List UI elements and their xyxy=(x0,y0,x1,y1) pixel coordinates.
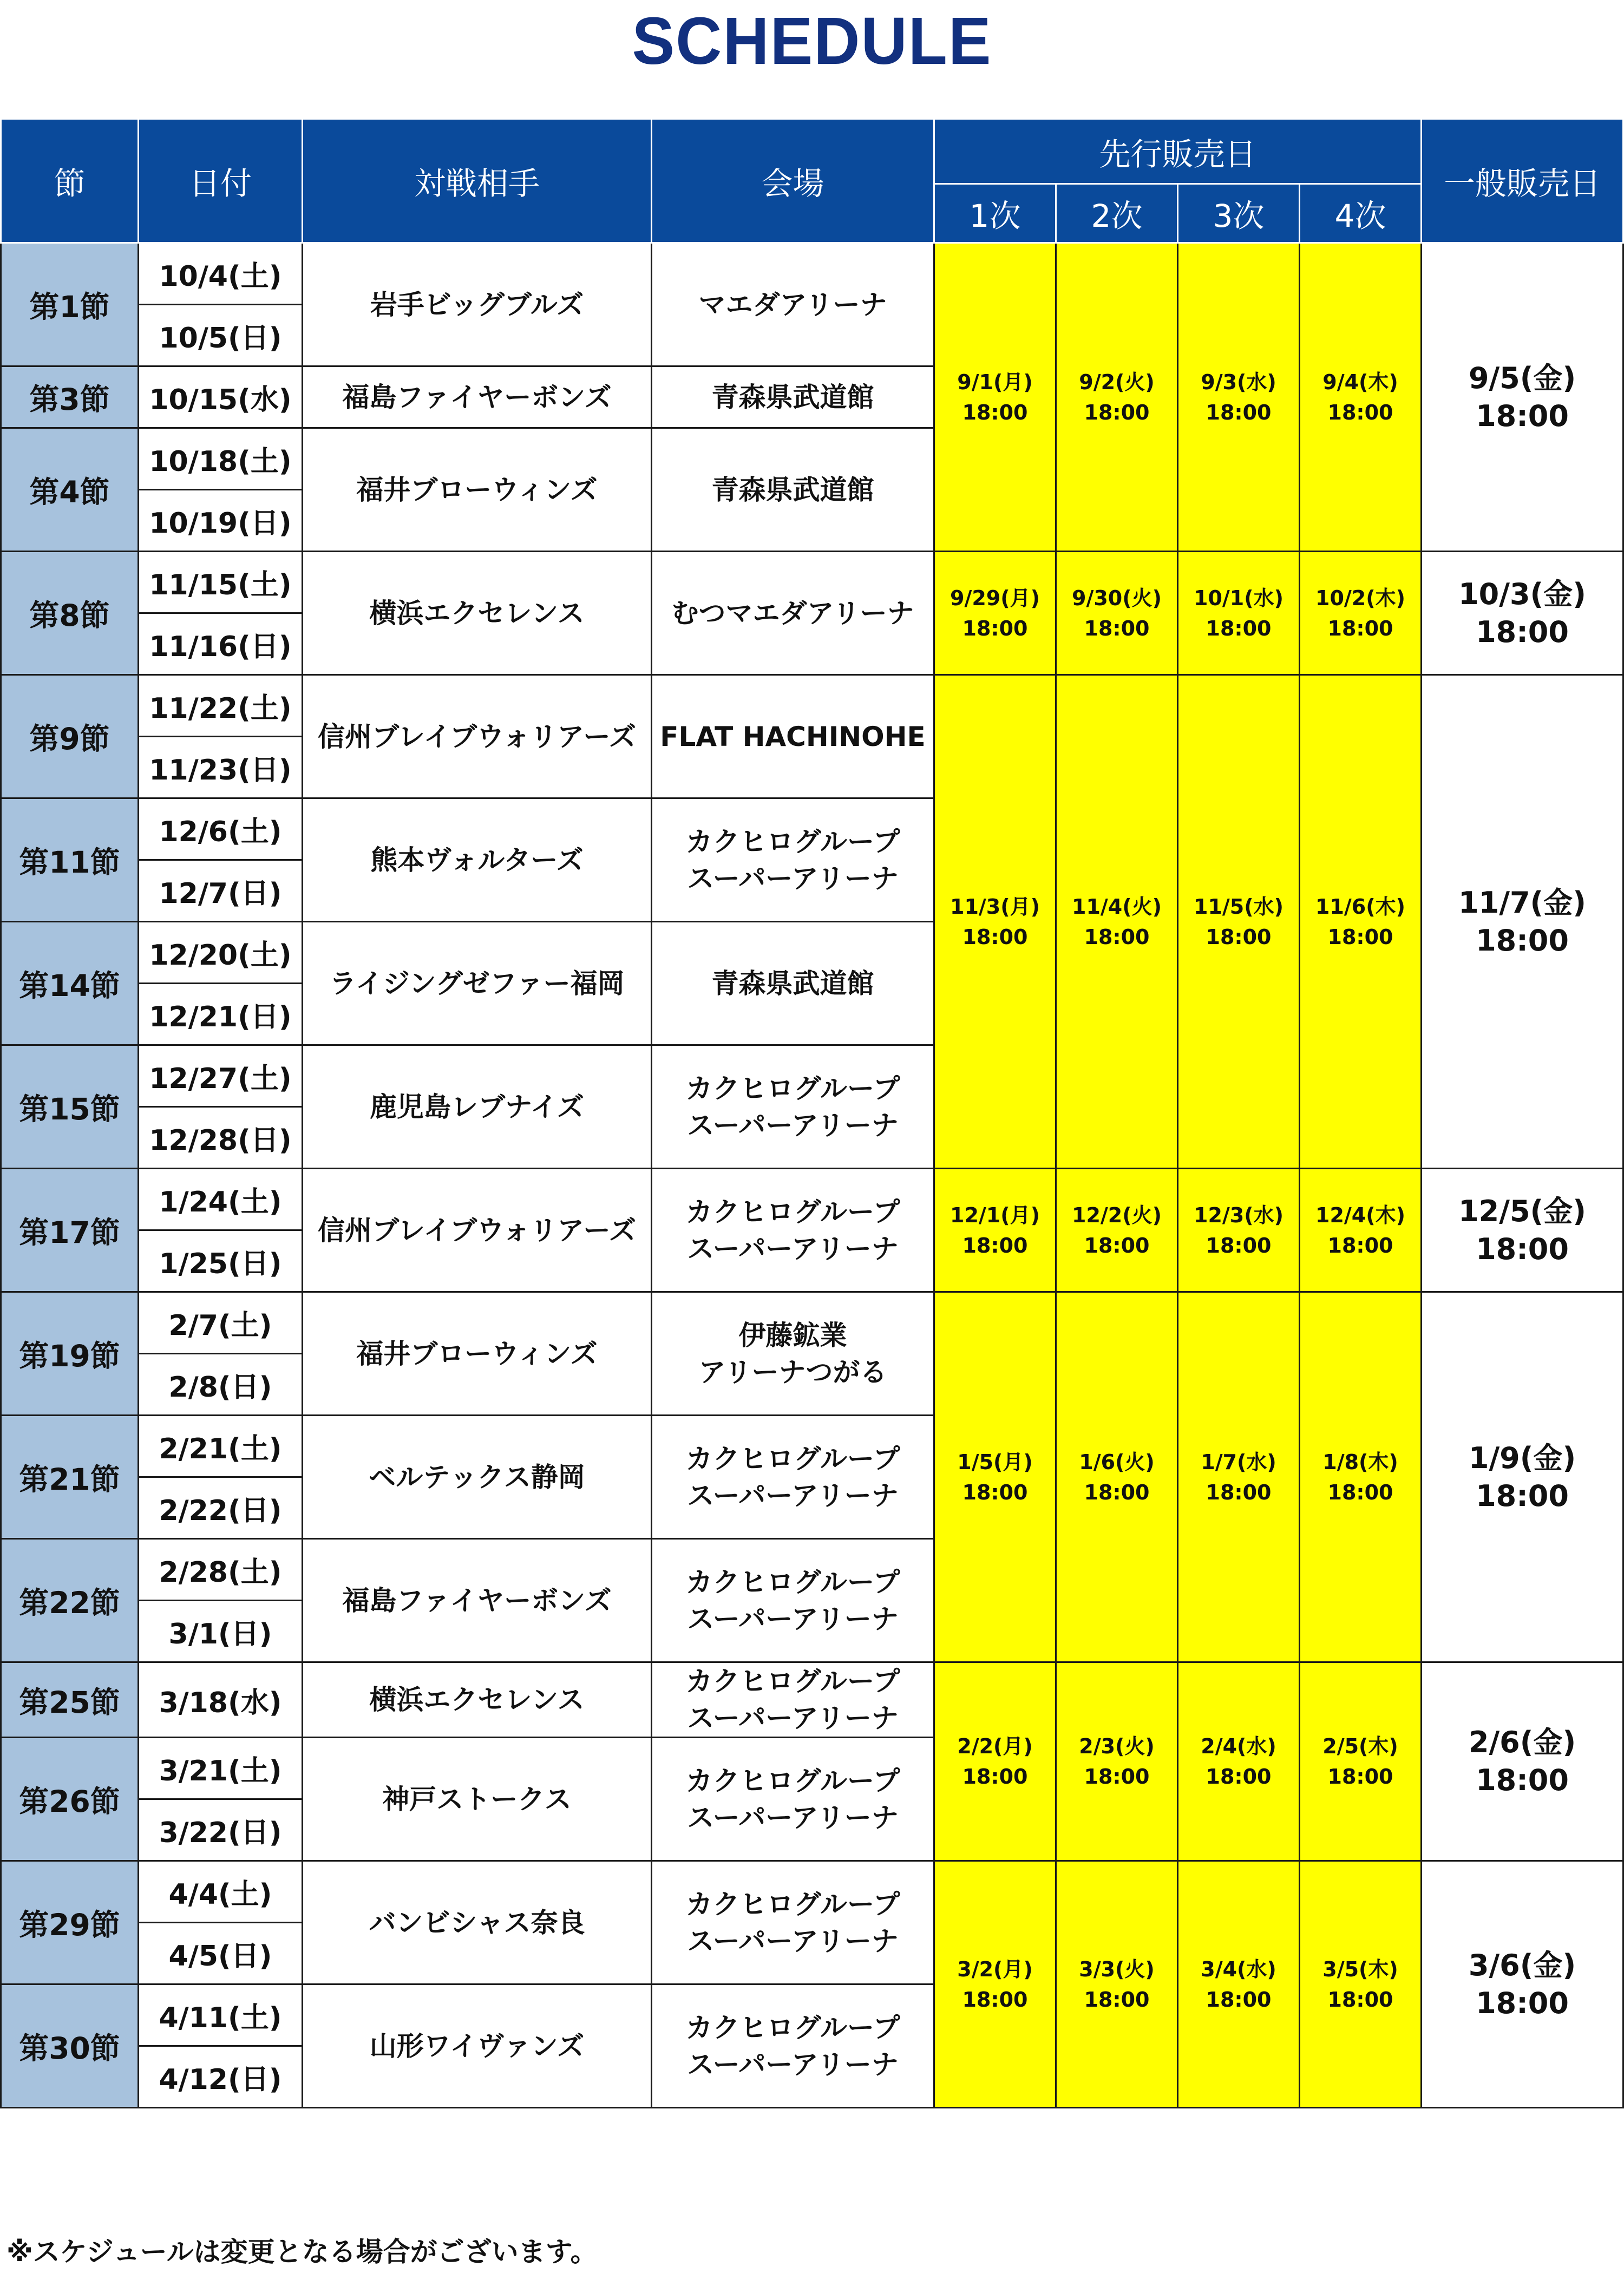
presale-date: 12/4(木) xyxy=(1315,1203,1405,1227)
date-cell: 11/15(土) xyxy=(139,552,303,613)
presale-time: 18:00 xyxy=(1206,1987,1272,2012)
presale-time: 18:00 xyxy=(962,1765,1028,1789)
venue-line: スーパーアリーナ xyxy=(687,1109,899,1141)
presale-date: 1/8(木) xyxy=(1322,1450,1398,1474)
presale-date: 9/3(水) xyxy=(1201,370,1276,394)
date-cell: 12/27(土) xyxy=(139,1045,303,1107)
presale-date: 1/6(火) xyxy=(1079,1450,1155,1474)
opponent-cell: 神戸ストークス xyxy=(303,1738,652,1861)
presale-time: 18:00 xyxy=(1084,400,1150,424)
presale-date-cell xyxy=(934,1662,1056,1861)
presale-date-cell xyxy=(1056,675,1178,1169)
table-body xyxy=(1,243,1623,2108)
section-cell: 第29節 xyxy=(1,1861,139,1984)
date-cell: 11/16(日) xyxy=(139,613,303,675)
presale-time: 18:00 xyxy=(1206,925,1272,949)
date-cell: 2/8(日) xyxy=(139,1354,303,1416)
presale-time: 18:00 xyxy=(1206,1765,1272,1789)
table-header xyxy=(1,119,1623,243)
presale-date-cell xyxy=(934,1292,1056,1662)
opponent-cell: 熊本ヴォルターズ xyxy=(303,798,652,922)
venue-line: 青森県武道館 xyxy=(711,381,874,413)
date-cell: 4/5(日) xyxy=(139,1923,303,1984)
opponent-cell: 鹿児島レブナイズ xyxy=(303,1045,652,1169)
presale-date-cell xyxy=(1178,675,1300,1169)
opponent-cell: 福島ファイヤーボンズ xyxy=(303,1539,652,1662)
section-cell: 第21節 xyxy=(1,1416,139,1539)
general-sale-time: 18:00 xyxy=(1476,1763,1569,1797)
presale-date-cell xyxy=(1056,1169,1178,1292)
opponent-cell: 山形ワイヴァンズ xyxy=(303,1984,652,2108)
presale-date-cell xyxy=(1300,243,1422,552)
presale-time: 18:00 xyxy=(962,400,1028,424)
general-sale-cell xyxy=(1422,552,1623,675)
presale-date-cell xyxy=(1178,1861,1300,2108)
date-cell: 12/6(土) xyxy=(139,798,303,860)
presale-time: 18:00 xyxy=(1327,925,1393,949)
presale-time: 18:00 xyxy=(1206,1233,1272,1257)
presale-date: 1/5(月) xyxy=(957,1450,1033,1474)
venue-line: アリーナつがる xyxy=(698,1356,887,1388)
general-sale-time: 18:00 xyxy=(1476,1232,1569,1266)
venue-line: カクヒログループ xyxy=(685,1566,900,1598)
general-sale-cell xyxy=(1422,1861,1623,2108)
venue-cell xyxy=(652,1861,934,1984)
presale-time: 18:00 xyxy=(962,925,1028,949)
venue-line: むつマエダアリーナ xyxy=(671,597,914,629)
date-cell: 11/23(日) xyxy=(139,737,303,798)
presale-time: 18:00 xyxy=(1084,616,1150,640)
venue-cell xyxy=(652,798,934,922)
venue-cell xyxy=(652,1416,934,1539)
presale-date-cell xyxy=(1178,1169,1300,1292)
presale-date-cell xyxy=(1300,1861,1422,2108)
presale-date-cell xyxy=(1300,675,1422,1169)
presale-date: 9/29(月) xyxy=(950,586,1040,610)
header-date: 日付 xyxy=(139,119,303,243)
presale-date: 3/3(火) xyxy=(1079,1957,1155,1981)
date-cell: 4/11(土) xyxy=(139,1984,303,2046)
date-cell: 10/5(日) xyxy=(139,305,303,366)
venue-line: スーパーアリーナ xyxy=(687,1925,899,1957)
venue-line: マエダアリーナ xyxy=(698,289,887,320)
venue-cell xyxy=(652,1169,934,1292)
presale-date-cell xyxy=(1056,552,1178,675)
venue-cell xyxy=(652,366,934,428)
section-cell: 第11節 xyxy=(1,798,139,922)
opponent-cell: 信州ブレイブウォリアーズ xyxy=(303,1169,652,1292)
venue-line: 青森県武道館 xyxy=(711,474,874,506)
presale-date-cell xyxy=(1300,1169,1422,1292)
presale-date-cell xyxy=(1056,1662,1178,1861)
header-presale-round-3: 3次 xyxy=(1178,184,1300,243)
date-cell: 2/7(土) xyxy=(139,1292,303,1354)
presale-date: 2/2(月) xyxy=(957,1734,1033,1758)
venue-line: カクヒログループ xyxy=(685,1765,900,1797)
header-presale-round-4: 4次 xyxy=(1300,184,1422,243)
venue-cell xyxy=(652,1738,934,1861)
date-cell: 10/19(日) xyxy=(139,490,303,552)
header-general-sale: 一般販売日 xyxy=(1422,119,1623,243)
opponent-cell: ライジングゼファー福岡 xyxy=(303,922,652,1045)
date-cell: 12/28(日) xyxy=(139,1107,303,1169)
opponent-cell: バンビシャス奈良 xyxy=(303,1861,652,1984)
presale-date-cell xyxy=(1300,552,1422,675)
presale-time: 18:00 xyxy=(1327,616,1393,640)
venue-cell xyxy=(652,1539,934,1662)
header-section: 節 xyxy=(1,119,139,243)
section-cell: 第19節 xyxy=(1,1292,139,1416)
presale-time: 18:00 xyxy=(1327,1233,1393,1257)
presale-time: 18:00 xyxy=(962,1987,1028,2012)
section-cell: 第9節 xyxy=(1,675,139,798)
presale-date-cell xyxy=(934,675,1056,1169)
venue-line: カクヒログループ xyxy=(685,2012,900,2043)
presale-date: 9/4(木) xyxy=(1322,370,1398,394)
general-sale-time: 18:00 xyxy=(1476,1986,1569,2020)
date-cell: 10/18(土) xyxy=(139,428,303,490)
header-opponent: 対戦相手 xyxy=(303,119,652,243)
section-cell: 第30節 xyxy=(1,1984,139,2108)
opponent-cell: 信州ブレイブウォリアーズ xyxy=(303,675,652,798)
date-cell: 12/7(日) xyxy=(139,860,303,922)
presale-time: 18:00 xyxy=(1327,1480,1393,1504)
presale-time: 18:00 xyxy=(1084,1987,1150,2012)
presale-date: 11/3(月) xyxy=(950,894,1040,919)
venue-cell xyxy=(652,552,934,675)
section-cell: 第15節 xyxy=(1,1045,139,1169)
general-sale-cell xyxy=(1422,1169,1623,1292)
venue-line: 青森県武道館 xyxy=(711,967,874,999)
presale-date-cell xyxy=(934,552,1056,675)
general-sale-date: 9/5(金) xyxy=(1468,361,1576,395)
presale-time: 18:00 xyxy=(1327,1765,1393,1789)
venue-line: カクヒログループ xyxy=(685,1443,900,1475)
venue-line: FLAT HACHINOHE xyxy=(660,720,926,752)
date-cell: 3/22(日) xyxy=(139,1799,303,1861)
presale-date-cell xyxy=(1178,1292,1300,1662)
venue-line: スーパーアリーナ xyxy=(687,1702,899,1734)
table-row xyxy=(1,552,1623,613)
general-sale-date: 2/6(金) xyxy=(1468,1725,1576,1759)
general-sale-time: 18:00 xyxy=(1476,614,1569,649)
presale-date-cell xyxy=(1056,1861,1178,2108)
venue-line: スーパーアリーナ xyxy=(687,2048,899,2080)
opponent-cell: 福井ブローウィンズ xyxy=(303,428,652,552)
venue-cell xyxy=(652,1292,934,1416)
general-sale-time: 18:00 xyxy=(1476,1478,1569,1513)
table-row xyxy=(1,1861,1623,1923)
date-cell: 10/15(水) xyxy=(139,366,303,428)
presale-date: 2/5(木) xyxy=(1322,1734,1398,1758)
presale-date-cell xyxy=(934,1861,1056,2108)
section-cell: 第26節 xyxy=(1,1738,139,1861)
presale-time: 18:00 xyxy=(962,1233,1028,1257)
presale-date: 3/5(木) xyxy=(1322,1957,1398,1981)
venue-line: スーパーアリーナ xyxy=(687,862,899,894)
venue-cell xyxy=(652,1045,934,1169)
general-sale-date: 11/7(金) xyxy=(1458,885,1586,920)
presale-date: 10/2(木) xyxy=(1315,586,1405,610)
date-cell: 4/4(土) xyxy=(139,1861,303,1923)
page-title: SCHEDULE xyxy=(632,3,992,79)
presale-date-cell xyxy=(1056,1292,1178,1662)
footnote: ※スケジュールは変更となる場合がございます。 xyxy=(6,2236,598,2268)
presale-time: 18:00 xyxy=(1327,1987,1393,2012)
section-cell: 第1節 xyxy=(1,243,139,366)
header-presale-round-1: 1次 xyxy=(934,184,1056,243)
presale-date: 9/1(月) xyxy=(957,370,1033,394)
presale-date-cell xyxy=(1300,1292,1422,1662)
date-cell: 2/21(土) xyxy=(139,1416,303,1477)
presale-date: 11/5(水) xyxy=(1194,894,1284,919)
presale-time: 18:00 xyxy=(1084,1233,1150,1257)
presale-time: 18:00 xyxy=(1084,1480,1150,1504)
date-cell: 1/24(土) xyxy=(139,1169,303,1230)
section-cell: 第14節 xyxy=(1,922,139,1045)
opponent-cell: 横浜エクセレンス xyxy=(303,552,652,675)
venue-cell xyxy=(652,1662,934,1738)
venue-line: カクヒログループ xyxy=(685,826,900,857)
presale-date-cell xyxy=(1056,243,1178,552)
presale-date: 12/2(火) xyxy=(1072,1203,1162,1227)
general-sale-cell xyxy=(1422,243,1623,552)
schedule-table xyxy=(0,118,1624,2108)
presale-date-cell xyxy=(1300,1662,1422,1861)
presale-date: 3/2(月) xyxy=(957,1957,1033,1981)
venue-line: カクヒログループ xyxy=(685,1666,900,1697)
general-sale-time: 18:00 xyxy=(1476,923,1569,958)
venue-line: スーパーアリーナ xyxy=(687,1233,899,1265)
table-row xyxy=(1,1292,1623,1354)
presale-date: 3/4(水) xyxy=(1201,1957,1276,1981)
presale-time: 18:00 xyxy=(962,616,1028,640)
venue-cell xyxy=(652,922,934,1045)
date-cell: 2/22(日) xyxy=(139,1477,303,1539)
general-sale-cell xyxy=(1422,1662,1623,1861)
section-cell: 第3節 xyxy=(1,366,139,428)
presale-time: 18:00 xyxy=(1206,616,1272,640)
header-venue: 会場 xyxy=(652,119,934,243)
general-sale-cell xyxy=(1422,1292,1623,1662)
presale-time: 18:00 xyxy=(1206,400,1272,424)
general-sale-date: 12/5(金) xyxy=(1458,1194,1586,1228)
presale-date: 11/6(木) xyxy=(1315,894,1405,919)
presale-time: 18:00 xyxy=(1206,1480,1272,1504)
venue-cell xyxy=(652,243,934,366)
header-presale-round-2: 2次 xyxy=(1056,184,1178,243)
presale-date: 12/1(月) xyxy=(950,1203,1040,1227)
date-cell: 11/22(土) xyxy=(139,675,303,737)
section-cell: 第25節 xyxy=(1,1662,139,1738)
presale-time: 18:00 xyxy=(962,1480,1028,1504)
presale-date-cell xyxy=(1178,1662,1300,1861)
section-cell: 第17節 xyxy=(1,1169,139,1292)
presale-time: 18:00 xyxy=(1327,400,1393,424)
general-sale-date: 3/6(金) xyxy=(1468,1948,1576,1982)
section-cell: 第4節 xyxy=(1,428,139,552)
date-cell: 10/4(土) xyxy=(139,243,303,305)
presale-time: 18:00 xyxy=(1084,925,1150,949)
opponent-cell: 岩手ビッグブルズ xyxy=(303,243,652,366)
presale-date: 2/3(火) xyxy=(1079,1734,1155,1758)
general-sale-time: 18:00 xyxy=(1476,398,1569,433)
presale-date-cell xyxy=(934,243,1056,552)
date-cell: 12/21(日) xyxy=(139,984,303,1045)
presale-date-cell xyxy=(934,1169,1056,1292)
venue-line: カクヒログループ xyxy=(685,1196,900,1228)
table-row xyxy=(1,675,1623,737)
presale-date: 1/7(水) xyxy=(1201,1450,1276,1474)
date-cell: 3/18(水) xyxy=(139,1662,303,1738)
presale-date-cell xyxy=(1178,243,1300,552)
opponent-cell: 福島ファイヤーボンズ xyxy=(303,366,652,428)
presale-date: 9/30(火) xyxy=(1072,586,1162,610)
venue-line: 伊藤鉱業 xyxy=(738,1319,847,1351)
venue-cell xyxy=(652,1984,934,2108)
venue-cell xyxy=(652,675,934,798)
header-presale: 先行販売日 xyxy=(934,119,1422,184)
presale-date: 10/1(水) xyxy=(1194,586,1284,610)
opponent-cell: 横浜エクセレンス xyxy=(303,1662,652,1738)
general-sale-cell xyxy=(1422,675,1623,1169)
presale-date: 12/3(水) xyxy=(1194,1203,1284,1227)
opponent-cell: 福井ブローウィンズ xyxy=(303,1292,652,1416)
venue-line: スーパーアリーナ xyxy=(687,1802,899,1833)
presale-date: 11/4(火) xyxy=(1072,894,1162,919)
date-cell: 12/20(土) xyxy=(139,922,303,984)
venue-line: カクヒログループ xyxy=(685,1888,900,1920)
section-cell: 第8節 xyxy=(1,552,139,675)
venue-cell xyxy=(652,428,934,552)
presale-date: 9/2(火) xyxy=(1079,370,1155,394)
venue-line: スーパーアリーナ xyxy=(687,1603,899,1635)
table-row xyxy=(1,1169,1623,1230)
general-sale-date: 1/9(金) xyxy=(1468,1440,1576,1475)
general-sale-date: 10/3(金) xyxy=(1458,577,1586,611)
section-cell: 第22節 xyxy=(1,1539,139,1662)
venue-line: スーパーアリーナ xyxy=(687,1479,899,1511)
presale-date: 2/4(水) xyxy=(1201,1734,1276,1758)
presale-time: 18:00 xyxy=(1084,1765,1150,1789)
date-cell: 4/12(日) xyxy=(139,2046,303,2108)
opponent-cell: ベルテックス静岡 xyxy=(303,1416,652,1539)
presale-date-cell xyxy=(1178,552,1300,675)
table-row xyxy=(1,243,1623,305)
date-cell: 3/21(土) xyxy=(139,1738,303,1799)
venue-line: カクヒログループ xyxy=(685,1072,900,1104)
date-cell: 2/28(土) xyxy=(139,1539,303,1601)
date-cell: 1/25(日) xyxy=(139,1230,303,1292)
date-cell: 3/1(日) xyxy=(139,1601,303,1662)
